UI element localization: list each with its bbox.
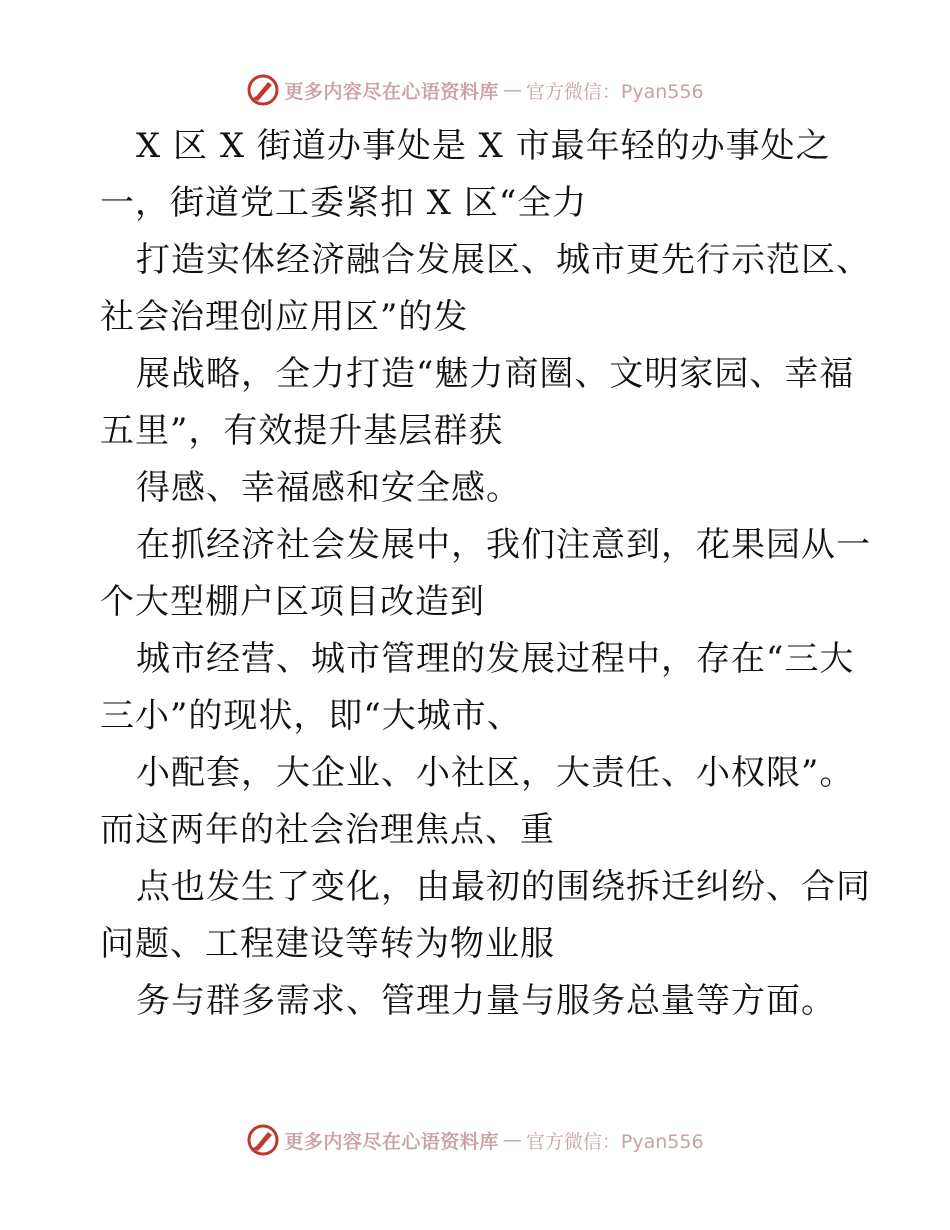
body-line: 城市经营、城市管理的发展过程中，存在“三大 (136, 639, 855, 679)
body-line: 三小”的现状，即“大城市、 (100, 696, 522, 736)
quill-logo-icon (246, 73, 280, 107)
quill-logo-icon (246, 1123, 280, 1157)
body-line: 而这两年的社会治理焦点、重 (100, 810, 555, 850)
body-line: 问题、工程建设等转为物业服 (100, 924, 555, 964)
body-line: 一，街道党工委紧扣 X 区“全力 (100, 183, 588, 223)
document-body (100, 118, 880, 1030)
body-line: 得感、幸福感和安全感。 (136, 468, 521, 508)
body-line: 五里”，有效提升基层群获 (100, 411, 504, 451)
body-line: 在抓经济社会发展中，我们注意到，花果园从一 (136, 525, 871, 565)
watermark-separator: — (502, 1129, 522, 1151)
watermark-contact: 官方微信：Pyan556 (525, 80, 704, 103)
watermark-brand: 更多内容尽在心语资料库 (284, 80, 499, 103)
body-line: 务与群多需求、管理力量与服务总量等方面。 (136, 981, 836, 1021)
watermark-separator: — (502, 79, 522, 101)
watermark-brand: 更多内容尽在心语资料库 (284, 1130, 499, 1153)
body-line: 展战略，全力打造“魅力商圈、文明家园、幸福 (136, 354, 855, 394)
watermark-contact: 官方微信：Pyan556 (525, 1130, 704, 1153)
watermark-footer (0, 1120, 950, 1160)
watermark-header (0, 70, 950, 110)
body-line: X 区 X 街道办事处是 X 市最年轻的办事处之 (136, 126, 831, 166)
body-line: 小配套，大企业、小社区，大责任、小权限”。 (136, 753, 855, 793)
body-line: 点也发生了变化，由最初的围绕拆迁纠纷、合同 (136, 867, 871, 907)
body-line: 打造实体经济融合发展区、城市更先行示范区、 (136, 240, 871, 280)
body-line: 个大型棚户区项目改造到 (100, 582, 485, 622)
body-line: 社会治理创应用区”的发 (100, 297, 469, 337)
